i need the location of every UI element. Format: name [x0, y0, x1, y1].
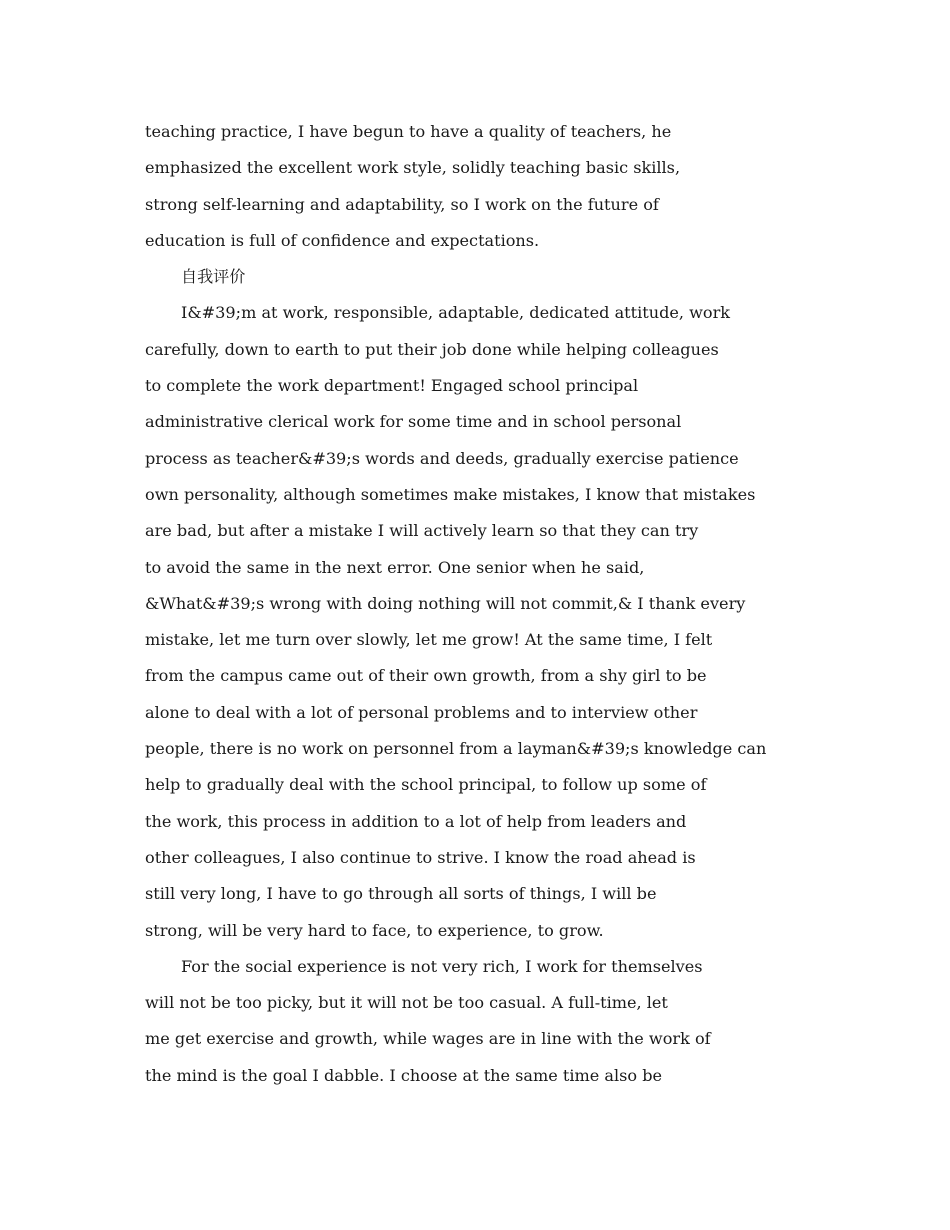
text-line: to avoid the same in the next error. One senior when he said,: [145, 557, 645, 577]
text-line: strong self-learning and adaptability, so I work on the future of: [145, 194, 659, 214]
text-line: For the social experience is not very rich, I work for themselves: [181, 956, 703, 976]
text-line: will not be too picky, but it will not be too casual. A full-time, let: [145, 993, 668, 1013]
text-line: teaching practice, I have begun to have a quality of teachers, he: [145, 122, 672, 141]
document-text-body: [145, 114, 817, 1094]
text-line: own personality, although sometimes make mistakes, I know that mistakes: [145, 484, 756, 504]
text-line: from the campus came out of their own growth, from a shy girl to be: [145, 666, 707, 686]
text-line: to complete the work department! Engaged school principal: [145, 376, 639, 396]
text-line: still very long, I have to go through all sorts of things, I will be: [145, 884, 657, 904]
text-line: the mind is the goal I dabble. I choose at the same time also be: [145, 1065, 663, 1085]
text-line: me get exercise and growth, while wages are in line with the work of: [145, 1029, 711, 1049]
section-heading: 自我评价: [181, 267, 246, 287]
text-line: mistake, let me turn over slowly, let me grow! At the same time, I felt: [145, 630, 713, 650]
text-line: other colleagues, I also continue to strive. I know the road ahead is: [145, 847, 696, 867]
text-line: I&#39;m at work, responsible, adaptable, dedicated attitude, work: [181, 303, 731, 323]
text-line: are bad, but after a mistake I will actively learn so that they can try: [145, 521, 699, 541]
text-line: the work, this process in addition to a lot of help from leaders and: [145, 811, 687, 831]
text-line: administrative clerical work for some time and in school personal: [145, 412, 682, 432]
text-line: strong, will be very hard to face, to experience, to grow.: [145, 920, 604, 940]
text-line: alone to deal with a lot of personal problems and to interview other: [145, 702, 698, 722]
text-line: carefully, down to earth to put their job done while helping colleagues: [145, 339, 719, 359]
text-line: process as teacher&#39;s words and deeds, gradually exercise patience: [145, 448, 739, 468]
text-line: people, there is no work on personnel from a layman&#39;s knowledge can: [145, 739, 767, 759]
text-line: help to gradually deal with the school principal, to follow up some of: [145, 775, 707, 795]
text-line: emphasized the excellent work style, solidly teaching basic skills,: [145, 158, 681, 178]
text-line: &What&#39;s wrong with doing nothing will not commit,& I thank every: [145, 593, 746, 613]
text-line: education is full of confidence and expectations.: [145, 230, 540, 250]
